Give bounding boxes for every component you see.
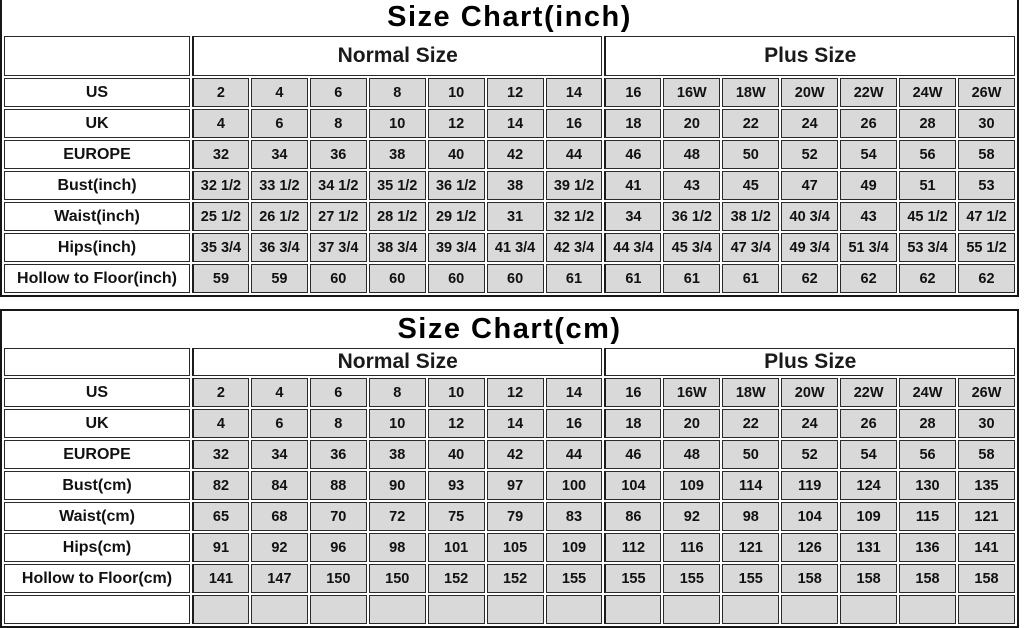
- size-cell: 155: [722, 564, 779, 593]
- size-cell: 14: [546, 78, 603, 107]
- size-cell: 46: [604, 140, 661, 169]
- size-cell: 53: [958, 171, 1015, 200]
- size-cell: 109: [663, 471, 720, 500]
- size-cell: 58: [958, 440, 1015, 469]
- table-row: [4, 264, 1015, 293]
- size-cell: 104: [781, 502, 838, 531]
- size-cell: 18W: [722, 78, 779, 107]
- size-cell: 109: [546, 533, 603, 562]
- size-cell: 150: [369, 564, 426, 593]
- size-cell: 6: [310, 78, 367, 107]
- size-cell: 62: [840, 264, 897, 293]
- size-cell: 60: [369, 264, 426, 293]
- table-row: [4, 440, 1015, 469]
- table-row: [4, 233, 1015, 262]
- size-cell: 4: [251, 78, 308, 107]
- partial-row: [4, 595, 1015, 624]
- size-cell: 62: [899, 264, 956, 293]
- size-cell: 152: [428, 564, 485, 593]
- size-cell: 62: [958, 264, 1015, 293]
- size-cell: 92: [251, 533, 308, 562]
- size-cell: 20W: [781, 78, 838, 107]
- size-cell: [310, 595, 367, 624]
- size-cell: 104: [604, 471, 661, 500]
- size-cell: 100: [546, 471, 603, 500]
- row-label: Waist(inch): [4, 202, 190, 231]
- size-cell: 6: [251, 409, 308, 438]
- size-cell: 60: [310, 264, 367, 293]
- size-cell: 8: [369, 78, 426, 107]
- size-cell: 43: [840, 202, 897, 231]
- size-cell: 34 1/2: [310, 171, 367, 200]
- size-table-body-inch: [4, 78, 1015, 293]
- size-cell: 42: [487, 140, 544, 169]
- size-cell: 40 3/4: [781, 202, 838, 231]
- size-cell: 44 3/4: [604, 233, 661, 262]
- size-cell: 22W: [840, 378, 897, 407]
- size-cell: 60: [487, 264, 544, 293]
- size-cell: 158: [958, 564, 1015, 593]
- size-cell: 28 1/2: [369, 202, 426, 231]
- size-cell: 33 1/2: [251, 171, 308, 200]
- size-cell: 16: [546, 109, 603, 138]
- title-row: [4, 313, 1015, 346]
- size-cell: 72: [369, 502, 426, 531]
- size-cell: 131: [840, 533, 897, 562]
- size-cell: 14: [487, 109, 544, 138]
- size-cell: 53 3/4: [899, 233, 956, 262]
- size-cell: 10: [428, 78, 485, 107]
- row-label: Bust(inch): [4, 171, 190, 200]
- size-cell: 59: [251, 264, 308, 293]
- size-cell: 158: [781, 564, 838, 593]
- size-cell: 18: [604, 109, 661, 138]
- size-cell: 121: [722, 533, 779, 562]
- size-cell: 18: [604, 409, 661, 438]
- size-cell: 121: [958, 502, 1015, 531]
- size-cell: 155: [546, 564, 603, 593]
- row-label: Bust(cm): [4, 471, 190, 500]
- group-header-plus: Plus Size: [604, 348, 1015, 376]
- size-cell: 44: [546, 440, 603, 469]
- size-cell: 79: [487, 502, 544, 531]
- size-cell: 51 3/4: [840, 233, 897, 262]
- table-row: [4, 502, 1015, 531]
- group-header-plus: Plus Size: [604, 36, 1015, 76]
- row-label: Hips(cm): [4, 533, 190, 562]
- corner-cell: [4, 36, 190, 76]
- size-cell: 4: [192, 109, 249, 138]
- size-cell: 70: [310, 502, 367, 531]
- size-cell: 56: [899, 440, 956, 469]
- size-cell: 48: [663, 140, 720, 169]
- size-cell: 14: [546, 378, 603, 407]
- size-cell: 12: [487, 78, 544, 107]
- size-cell: 152: [487, 564, 544, 593]
- size-cell: 90: [369, 471, 426, 500]
- size-cell: 35 1/2: [369, 171, 426, 200]
- size-cell: 93: [428, 471, 485, 500]
- table-row: [4, 78, 1015, 107]
- size-cell: 126: [781, 533, 838, 562]
- size-cell: 43: [663, 171, 720, 200]
- size-cell: 45: [722, 171, 779, 200]
- table-row: [4, 109, 1015, 138]
- size-cell: 16: [604, 378, 661, 407]
- row-label: EUROPE: [4, 440, 190, 469]
- size-cell: [840, 595, 897, 624]
- size-cell: 55 1/2: [958, 233, 1015, 262]
- size-cell: 20: [663, 409, 720, 438]
- size-cell: 36 3/4: [251, 233, 308, 262]
- size-cell: 109: [840, 502, 897, 531]
- size-cell: 54: [840, 140, 897, 169]
- size-cell: 36 1/2: [663, 202, 720, 231]
- size-cell: [958, 595, 1015, 624]
- size-cell: 4: [192, 409, 249, 438]
- size-cell: 38 1/2: [722, 202, 779, 231]
- size-cell: 2: [192, 78, 249, 107]
- size-cell: 24: [781, 409, 838, 438]
- size-cell: 16: [546, 409, 603, 438]
- table-row: [4, 202, 1015, 231]
- size-cell: 14: [487, 409, 544, 438]
- size-cell: 24W: [899, 378, 956, 407]
- size-cell: 115: [899, 502, 956, 531]
- row-label: US: [4, 378, 190, 407]
- size-cell: 12: [428, 109, 485, 138]
- size-cell: 16W: [663, 378, 720, 407]
- size-cell: 39 1/2: [546, 171, 603, 200]
- section-title-inch: Size Chart(inch): [4, 0, 1015, 34]
- size-cell: 47 1/2: [958, 202, 1015, 231]
- size-cell: 45 3/4: [663, 233, 720, 262]
- size-cell: 26 1/2: [251, 202, 308, 231]
- size-cell: 42 3/4: [546, 233, 603, 262]
- size-cell: 4: [251, 378, 308, 407]
- size-cell: 92: [663, 502, 720, 531]
- size-cell: 44: [546, 140, 603, 169]
- size-cell: 158: [840, 564, 897, 593]
- size-cell: 32 1/2: [192, 171, 249, 200]
- size-cell: 29 1/2: [428, 202, 485, 231]
- table-row: [4, 471, 1015, 500]
- size-cell: 26: [840, 409, 897, 438]
- size-cell: 34: [251, 440, 308, 469]
- size-cell: 35 3/4: [192, 233, 249, 262]
- size-cell: 52: [781, 440, 838, 469]
- size-cell: 47: [781, 171, 838, 200]
- group-header-row: [4, 348, 1015, 376]
- size-cell: 40: [428, 440, 485, 469]
- size-cell: 24W: [899, 78, 956, 107]
- size-cell: 8: [310, 109, 367, 138]
- size-cell: 65: [192, 502, 249, 531]
- size-cell: 46: [604, 440, 661, 469]
- size-table-inch: [0, 0, 1019, 297]
- size-cell: 88: [310, 471, 367, 500]
- size-cell: 31: [487, 202, 544, 231]
- size-cell: 119: [781, 471, 838, 500]
- size-cell: 6: [251, 109, 308, 138]
- size-cell: 39 3/4: [428, 233, 485, 262]
- group-header-row: [4, 36, 1015, 76]
- size-cell: 20: [663, 109, 720, 138]
- size-cell: 12: [487, 378, 544, 407]
- size-cell: 56: [899, 140, 956, 169]
- size-cell: 155: [604, 564, 661, 593]
- row-label: [4, 595, 190, 624]
- size-cell: 32: [192, 140, 249, 169]
- size-cell: 68: [251, 502, 308, 531]
- size-cell: 24: [781, 109, 838, 138]
- size-cell: 30: [958, 109, 1015, 138]
- size-cell: 10: [428, 378, 485, 407]
- size-cell: 36: [310, 140, 367, 169]
- table-row: [4, 378, 1015, 407]
- title-row: [4, 0, 1015, 34]
- size-cell: 82: [192, 471, 249, 500]
- size-cell: 61: [546, 264, 603, 293]
- size-cell: 8: [369, 378, 426, 407]
- size-cell: 75: [428, 502, 485, 531]
- size-cell: 62: [781, 264, 838, 293]
- section-title-cm: Size Chart(cm): [4, 313, 1015, 346]
- size-cell: 26: [840, 109, 897, 138]
- size-cell: 54: [840, 440, 897, 469]
- table-row: [4, 533, 1015, 562]
- size-cell: 26W: [958, 378, 1015, 407]
- size-cell: 50: [722, 440, 779, 469]
- table-row: [4, 409, 1015, 438]
- table-row: [4, 564, 1015, 593]
- size-cell: [487, 595, 544, 624]
- size-cell: 41 3/4: [487, 233, 544, 262]
- size-cell: [899, 595, 956, 624]
- size-cell: 32 1/2: [546, 202, 603, 231]
- size-cell: 136: [899, 533, 956, 562]
- size-cell: 8: [310, 409, 367, 438]
- size-cell: 38 3/4: [369, 233, 426, 262]
- size-cell: [192, 595, 249, 624]
- size-cell: 36 1/2: [428, 171, 485, 200]
- size-cell: 26W: [958, 78, 1015, 107]
- size-cell: 28: [899, 109, 956, 138]
- size-cell: 27 1/2: [310, 202, 367, 231]
- size-cell: 61: [604, 264, 661, 293]
- table-row: [4, 171, 1015, 200]
- size-cell: 38: [369, 140, 426, 169]
- size-cell: 37 3/4: [310, 233, 367, 262]
- size-cell: 116: [663, 533, 720, 562]
- size-cell: [369, 595, 426, 624]
- size-cell: 51: [899, 171, 956, 200]
- size-cell: 36: [310, 440, 367, 469]
- corner-cell: [4, 348, 190, 376]
- size-table-cm: [0, 309, 1019, 628]
- size-cell: 105: [487, 533, 544, 562]
- size-cell: 12: [428, 409, 485, 438]
- size-cell: 42: [487, 440, 544, 469]
- size-cell: 58: [958, 140, 1015, 169]
- size-cell: 98: [722, 502, 779, 531]
- size-cell: 101: [428, 533, 485, 562]
- size-cell: 98: [369, 533, 426, 562]
- group-header-normal: Normal Size: [192, 348, 602, 376]
- size-cell: 112: [604, 533, 661, 562]
- size-cell: [663, 595, 720, 624]
- size-cell: 91: [192, 533, 249, 562]
- size-cell: 130: [899, 471, 956, 500]
- size-cell: [722, 595, 779, 624]
- row-label: Hollow to Floor(cm): [4, 564, 190, 593]
- size-cell: 150: [310, 564, 367, 593]
- size-cell: [604, 595, 661, 624]
- size-cell: 48: [663, 440, 720, 469]
- size-cell: 83: [546, 502, 603, 531]
- size-cell: 2: [192, 378, 249, 407]
- size-cell: [251, 595, 308, 624]
- size-cell: 84: [251, 471, 308, 500]
- size-cell: 45 1/2: [899, 202, 956, 231]
- size-cell: 18W: [722, 378, 779, 407]
- row-label: Waist(cm): [4, 502, 190, 531]
- size-cell: 41: [604, 171, 661, 200]
- size-cell: 16: [604, 78, 661, 107]
- size-cell: 22: [722, 109, 779, 138]
- size-cell: 6: [310, 378, 367, 407]
- row-label: Hips(inch): [4, 233, 190, 262]
- size-cell: 49 3/4: [781, 233, 838, 262]
- size-cell: 124: [840, 471, 897, 500]
- size-cell: 141: [192, 564, 249, 593]
- size-cell: 25 1/2: [192, 202, 249, 231]
- size-cell: 97: [487, 471, 544, 500]
- table-row: [4, 140, 1015, 169]
- row-label: EUROPE: [4, 140, 190, 169]
- size-cell: [428, 595, 485, 624]
- size-cell: 22W: [840, 78, 897, 107]
- size-cell: 38: [487, 171, 544, 200]
- size-cell: 34: [251, 140, 308, 169]
- size-cell: 61: [722, 264, 779, 293]
- size-cell: 52: [781, 140, 838, 169]
- size-cell: 50: [722, 140, 779, 169]
- size-cell: [546, 595, 603, 624]
- size-cell: 155: [663, 564, 720, 593]
- row-label: UK: [4, 109, 190, 138]
- size-cell: [781, 595, 838, 624]
- size-cell: 135: [958, 471, 1015, 500]
- size-cell: 158: [899, 564, 956, 593]
- size-cell: 10: [369, 109, 426, 138]
- size-cell: 141: [958, 533, 1015, 562]
- size-cell: 47 3/4: [722, 233, 779, 262]
- row-label: UK: [4, 409, 190, 438]
- size-cell: 28: [899, 409, 956, 438]
- size-cell: 30: [958, 409, 1015, 438]
- size-cell: 10: [369, 409, 426, 438]
- size-cell: 61: [663, 264, 720, 293]
- size-cell: 59: [192, 264, 249, 293]
- size-cell: 20W: [781, 378, 838, 407]
- size-cell: 114: [722, 471, 779, 500]
- size-table-body-cm: [4, 378, 1015, 624]
- size-cell: 16W: [663, 78, 720, 107]
- size-cell: 86: [604, 502, 661, 531]
- size-cell: 147: [251, 564, 308, 593]
- size-cell: 60: [428, 264, 485, 293]
- size-cell: 22: [722, 409, 779, 438]
- size-cell: 49: [840, 171, 897, 200]
- size-cell: 32: [192, 440, 249, 469]
- size-cell: 38: [369, 440, 426, 469]
- size-cell: 40: [428, 140, 485, 169]
- row-label: US: [4, 78, 190, 107]
- row-label: Hollow to Floor(inch): [4, 264, 190, 293]
- group-header-normal: Normal Size: [192, 36, 602, 76]
- size-cell: 34: [604, 202, 661, 231]
- size-cell: 96: [310, 533, 367, 562]
